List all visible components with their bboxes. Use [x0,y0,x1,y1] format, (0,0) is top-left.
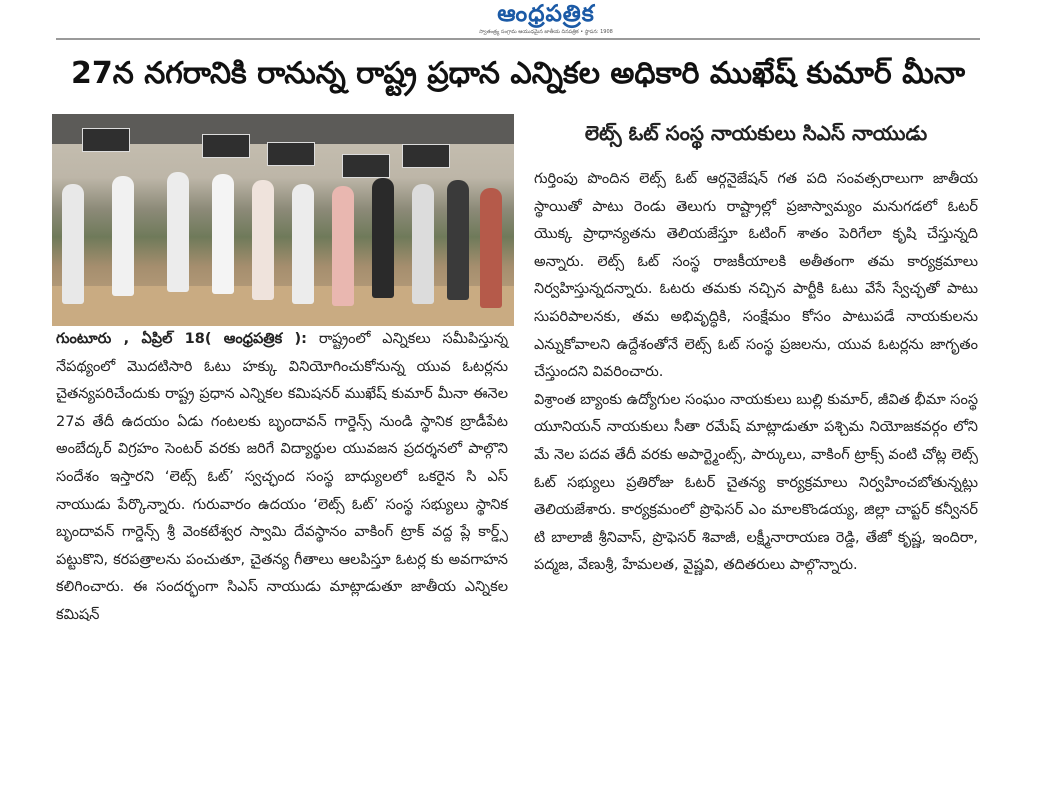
photo-placard [342,154,390,178]
article-headline: 27న నగరానికి రానున్న రాష్ట్ర ప్రధాన ఎన్నికల అధికారి ముఖేష్ కుమార్ మీనా [70,56,966,91]
photo-person [412,184,434,304]
photo-person [212,174,234,294]
article-photo [52,114,514,326]
photo-placard [82,128,130,152]
photo-person [447,180,469,300]
photo-person [372,178,394,298]
article-paragraph: విశ్రాంత బ్యాంకు ఉద్యోగుల సంఘం నాయకులు బుల్లి కుమార్, జీవిత భీమా సంస్థ యూనియన్ నాయకులు సీతా రమేష్ మాట్లాడుతూ పశ్చిమ నియోజకవర్గం లోని మే నెల పదవ తేదీ వరకు అపార్ట్మెంట్స్, పార్కులు, వాకింగ్ ట్రాక్స్ వంటి చోట్ల లెట్స్ ఓట్ సభ్యులు ప్రతిరోజు ఓటర్ చైతన్య కార్యక్రమాలు నిర్వహించబోతున్నట్లు తెలియజేశారు. కార్యక్రమంలో ప్రొఫెసర్ ఎం మాలకొండయ్య, జిల్లా చాప్టర్ కన్వీనర్ టి బాలాజీ శ్రీనివాస్, ప్రొఫెసర్ శివాజీ, లక్ష్మీనారాయణ రెడ్డి, తేజో కృష్ణ, ఇందిరా, పద్మజ, వేణుశ్రీ, హేమలత, వైష్ణవి, తదితరులు పాల్గొన్నారు. [534,391,979,574]
photo-person [252,180,274,300]
article-subheadline: లెట్స్ ఓట్ సంస్థ నాయకులు సిఎస్ నాయుడు [584,121,928,145]
article-dateline: గుంటూరు , ఏప్రిల్ 18( ఆంధ్రపత్రిక ): [56,331,307,347]
photo-placard [402,144,450,168]
article-column-left [56,326,508,630]
masthead-divider [56,38,980,40]
photo-person [112,176,134,296]
article-paragraph [56,326,508,630]
article-body-text: రాష్ట్రంలో ఎన్నికలు సమీపిస్తున్న నేపథ్యంలో మొదటిసారి ఓటు హక్కు వినియోగించుకోనున్న యువ ఓటర్లను చైతన్యపరిచేందుకు రాష్ట్ర ప్రధాన ఎన్నికల కమిషనర్ ముఖేష్ కుమార్ మీనా ఈనెల 27వ తేదీ ఉదయం ఏడు గంటలకు బృందావన్ గార్డెన్స్ నుండి స్థానిక బ్రాడీపేట అంబేద్కర్ విగ్రహం సెంటర్ వరకు జరిగే విద్యార్థుల యువజన ప్రదర్శనలో పాల్గొని సందేశం ఇస్తారని ‘లెట్స్ ఓట్’ స్వచ్ఛంద సంస్థ బాధ్యులలో ఒకరైన సి ఎస్ నాయుడు పేర్కొన్నారు. గురువారం ఉదయం ‘లెట్స్ ఓట్’ సంస్థ సభ్యులు స్థానిక బృందావన్ గార్డెన్స్ శ్రీ వెంకటేశ్వర స్వామి దేవస్థానం వాకింగ్ ట్రాక్ వద్ద ప్లే కార్డ్స్ పట్టుకొని, కరపత్రాలను పంచుతూ, చైతన్య గీతాలు ఆలపిస్తూ ఓటర్ల కు అవగాహన కలిగించారు. ఈ సందర్భంగా సిఎస్ నాయుడు మాట్లాడుతూ జాతీయ ఎన్నికల కమిషన్ [56,331,508,623]
photo-person [167,172,189,292]
article-paragraph: గుర్తింపు పొందిన లెట్స్ ఓట్ ఆర్గనైజేషన్ గత పది సంవత్సరాలుగా జాతీయ స్థాయితో పాటు రెండు తెలుగు రాష్ట్రాల్లో ప్రజాస్వామ్యం మనుగడలో ఓటర్ యొక్క ప్రాధాన్యతను తెలియజేస్తూ ఓటింగ్ శాతం పెరిగేలా కృషి చేస్తున్నది అన్నారు. లెట్స్ ఓట్ సంస్థ రాజకీయాలకి అతీతంగా తమ కార్యక్రమాలు నిర్వహిస్తున్నదన్నారు. ఓటరు తమకు నచ్చిన పార్టీకి ఓటు వేసే స్వేచ్ఛతో పాటు సుపరిపాలనకు, తమ అభివృద్ధికి, సంక్షేమం కోసం పాటుపడే నాయకులను ఎన్నుకోవాలని ఉద్దేశంతోనే లెట్స్ ఓట్ సంస్థ ప్రజలను, యువ ఓటర్లను జాగృతం చేస్తుందని వివరించారు. [534,171,978,381]
article-column-right [534,166,978,580]
masthead-tagline: స్వాతంత్ర్య సంగ్రామ ఆయుధమైన జాతీయ దినపత్రిక • స్థాపన: 1908 [479,29,613,35]
photo-person [480,188,502,308]
photo-placard [267,142,315,166]
photo-person [62,184,84,304]
photo-placard [202,134,250,158]
photo-person [292,184,314,304]
masthead-title: ఆంధ్రపత్రిక [497,1,595,27]
photo-person [332,186,354,306]
